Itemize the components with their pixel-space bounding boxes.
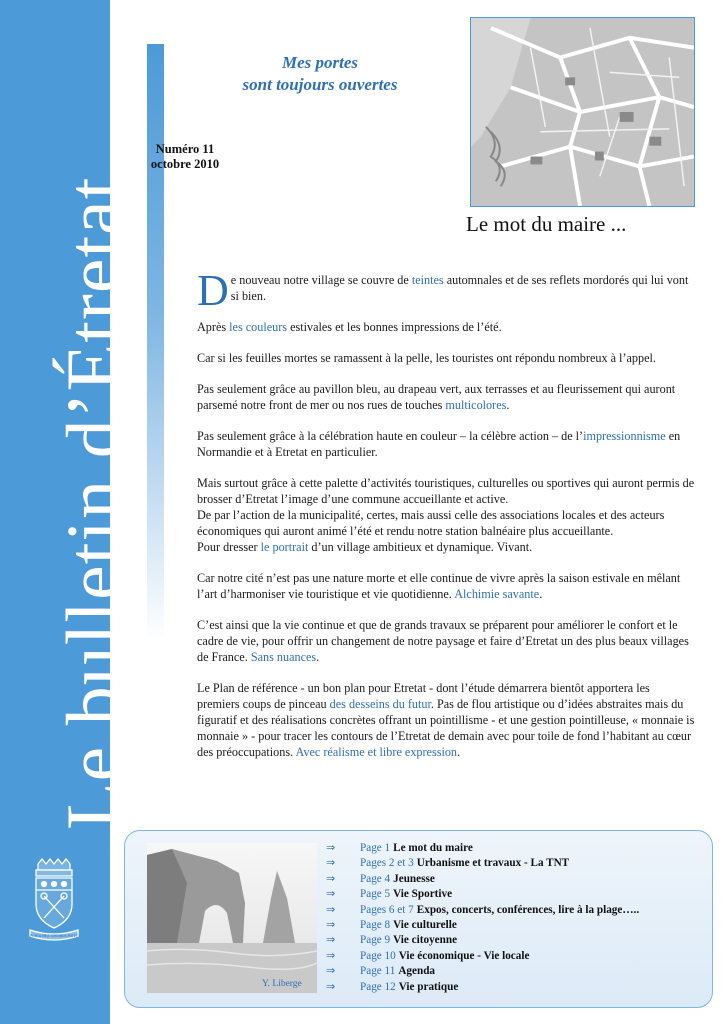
toc-item: [326, 980, 706, 995]
toc-section-title: Agenda: [398, 965, 436, 978]
p8-text-b: .: [316, 650, 320, 664]
p4-text-a: Pas seulement grâce au pavillon bleu, au drapeau vert, aux terrasses et au fleurissement qui auront parsemé notre front de mer ou nos rues de touches: [197, 382, 676, 412]
arrow-right-icon: ⇒: [326, 856, 336, 870]
toc-page-number: Page 10: [360, 949, 396, 962]
coat-motto: PORTA MEA OMNIBUS PATET: [30, 934, 78, 938]
issue-date: octobre 2010: [150, 157, 220, 171]
paragraph-2: [197, 319, 695, 335]
paragraph-8: [197, 617, 695, 665]
p2-text-b: estivales et les bonnes impressions de l’été.: [287, 320, 502, 334]
p5-highlight: impressionnisme: [583, 429, 666, 443]
arrow-right-icon: ⇒: [326, 979, 336, 993]
toc-section-title: Expos, concerts, conférences, lire à la plage…..: [416, 903, 640, 916]
toc-page-number: Page 9: [360, 934, 391, 947]
toc-page-number: Page 11: [360, 965, 396, 978]
paragraph-7: [197, 570, 695, 602]
paragraph-3: Car si les feuilles mortes se ramassent à la pelle, les touristes ont répondu nombreux à l’appel.: [197, 351, 656, 365]
toc-section-title: Urbanisme et travaux - La TNT: [416, 857, 570, 870]
arrow-right-icon: ⇒: [326, 887, 336, 901]
paragraph-4: [197, 381, 695, 413]
toc-page-number: Pages 2 et 3: [360, 857, 414, 870]
arrow-right-icon: ⇒: [326, 841, 336, 854]
toc-section-title: Vie citoyenne: [393, 934, 458, 947]
p6-text-a: Mais surtout grâce à cette palette d’activités touristiques, culturelles ou sportives qui auront permis de brosser d’Etretat l’image d’une commune accueillante et active.: [197, 476, 695, 506]
toc-section-title: Vie culturelle: [393, 918, 457, 931]
toc-section-title: Vie économique - Vie locale: [398, 949, 530, 962]
toc-item: [326, 903, 706, 918]
cliff-photo-image: [147, 843, 317, 993]
p9-text-a: Le Plan de référence - un bon plan pour Etretat - dont l’étude démarrera bientôt apportera les premiers coups de pinceau: [197, 681, 650, 711]
p1-highlight: teintes: [411, 273, 444, 287]
town-map-image: [470, 17, 695, 207]
motto: [200, 52, 440, 96]
toc-item: [326, 887, 706, 902]
toc-item: [326, 872, 706, 887]
toc-page-number: Page 4: [360, 872, 391, 885]
p9-highlight-2: Avec réalisme et libre expression: [295, 745, 458, 759]
toc-section-title: Jeunesse: [393, 872, 435, 885]
p5-text-b: en Normandie et à Etretat en particulier.: [197, 429, 681, 459]
toc-item: [326, 949, 706, 964]
issue-number: Numéro 11: [155, 142, 215, 156]
p4-highlight: multicolores: [445, 398, 507, 412]
p5-text-a: Pas seulement grâce à la célébration haute en couleur – la célèbre action – de l’: [197, 429, 584, 443]
p9-text-b: . Pas de flou artistique ou d’idées abstraites mais du figuratif et des réalisations concrètes offrant un pointillisme - et une gestion pointilleuse, « monnaie is monnaie » - pour tracer les contours de l’Etretat de demain avec pour toile de fond l’habitant au cœur des préoccupations.: [197, 697, 695, 759]
toc-item: [326, 964, 706, 979]
arrow-right-icon: ⇒: [326, 933, 336, 947]
arrow-right-icon: ⇒: [326, 902, 336, 916]
p8-highlight: Sans nuances: [250, 650, 317, 664]
p2-highlight: les couleurs: [229, 320, 288, 334]
arrow-right-icon: ⇒: [326, 917, 336, 931]
p4-text-b: .: [506, 398, 510, 412]
drop-cap: D: [197, 266, 229, 315]
p6-highlight: le portrait: [260, 540, 309, 554]
paragraph-6: [197, 475, 695, 555]
toc-page-number: Pages 6 et 7: [360, 903, 414, 916]
decorative-strip: [147, 44, 164, 640]
p1-text-b: automnales et de ses reflets mordorés qui lui vont si bien.: [230, 273, 689, 303]
p8-text-a: C’est ainsi que la vie continue et que de grands travaux se préparent pour améliorer le confort et le cadre de vie, pour offrir un changement de notre paysage et faire d’Etretat un des plus beaux villages de France.: [197, 618, 689, 664]
toc-section-title: Vie pratique: [398, 980, 459, 993]
p6-text-b: De par l’action de la municipalité, certes, mais aussi celle des associations locales et des acteurs économiques qui auront animé l’été et rendu notre station balnéaire plus accueillante.: [197, 508, 665, 538]
p9-text-c: .: [457, 745, 461, 759]
toc-page-number: Page 1: [360, 842, 391, 854]
toc-page-number: Page 12: [360, 980, 396, 993]
toc-section-title: Vie Sportive: [393, 888, 453, 901]
p1-text-a: e nouveau notre village se couvre de: [230, 273, 412, 287]
motto-line-2: sont toujours ouvertes: [242, 75, 398, 94]
p7-text-a: Car notre cité n’est pas une nature morte et elle continue de vivre après la saison estivale en mêlant l’art d’harmoniser vie touristique et vie quotidienne.: [197, 571, 681, 601]
p6-text-c: Pour dresser: [197, 540, 261, 554]
arrow-right-icon: ⇒: [326, 948, 336, 962]
p7-text-b: .: [539, 587, 543, 601]
coat-of-arms-icon: [26, 858, 82, 944]
paragraph-1: [197, 266, 695, 315]
arrow-right-icon: ⇒: [326, 871, 336, 885]
arrow-right-icon: ⇒: [326, 964, 336, 978]
photo-credit: Y. Liberge: [262, 979, 302, 989]
toc-item: [326, 856, 706, 871]
paragraph-9: [197, 680, 695, 760]
toc-page-number: Page 8: [360, 918, 391, 931]
toc-page-number: Page 5: [360, 888, 391, 901]
p6-text-d: d’un village ambitieux et dynamique. Vivant.: [308, 540, 533, 554]
p2-text-a: Après: [197, 320, 230, 334]
paragraph-5: [197, 428, 695, 460]
toc-section-title: Le mot du maire: [393, 842, 473, 854]
article-title: Le mot du maire ...: [466, 212, 627, 236]
issue-info: [140, 142, 230, 172]
toc-item: [326, 933, 706, 948]
toc-item: [326, 841, 706, 856]
masthead-title: Le bulletin d’Étretat: [50, 176, 137, 830]
p9-highlight-1: des desseins du futur: [329, 697, 431, 711]
table-of-contents: [326, 841, 706, 995]
motto-line-1: Mes portes: [281, 53, 359, 72]
toc-item: [326, 918, 706, 933]
p7-highlight: Alchimie savante: [454, 587, 540, 601]
article-body: [197, 266, 695, 775]
